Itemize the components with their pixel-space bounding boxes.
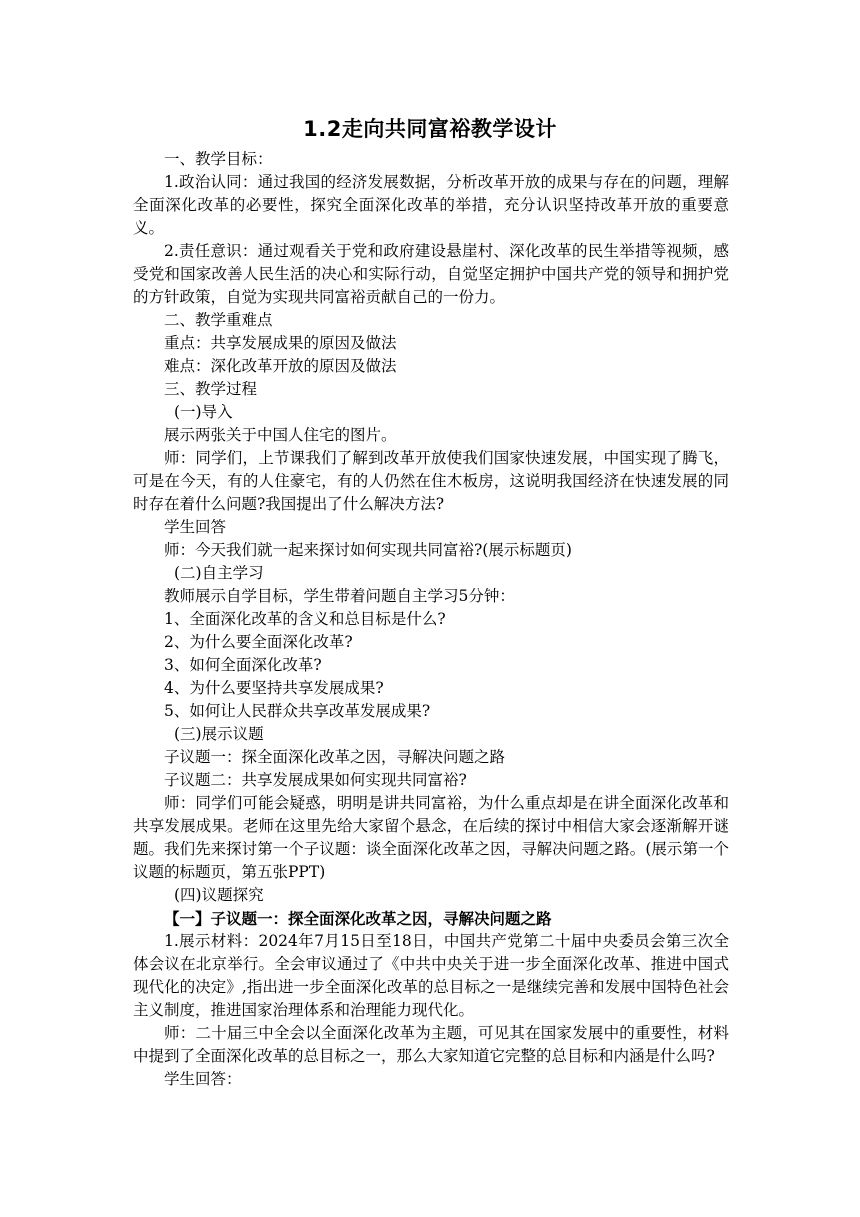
document-body: [133, 148, 729, 1091]
paragraph: 师：二十届三中全会以全面深化改革为主题，可见其在国家发展中的重要性，材料中提到了全面深化改革的总目标之一，那么大家知道它完整的总目标和内涵是什么吗?: [133, 1024, 729, 1065]
section-heading-objectives: 一、教学目标：: [164, 150, 273, 168]
difficult-point: 难点：深化改革开放的原因及做法: [164, 357, 397, 375]
question-item: 5、如何让人民群众共享改革发展成果?: [164, 702, 431, 720]
paragraph: 师：今天我们就一起来探讨如何实现共同富裕?(展示标题页): [164, 541, 572, 559]
paragraph: 师：同学们，上节课我们了解到改革开放使我们国家快速发展，中国实现了腾飞，可是在今天，有的人住豪宅，有的人仍然在住木板房，这说明我国经济在快速发展的同时存在着什么问题?我国提出了什么解决方法?: [133, 449, 729, 513]
question-item: 4、为什么要坚持共享发展成果?: [164, 679, 384, 697]
objective-responsibility: 2.责任意识：通过观看关于党和政府建设悬崖村、深化改革的民生举措等视频，感受党和国家改善人民生活的决心和实际行动，自觉坚定拥护中国共产党的领导和拥护党的方针政策，自觉为实现共同富裕贡献自己的一份力。: [133, 242, 729, 306]
objective-political: 1.政治认同：通过我国的经济发展数据，分析改革开放的成果与存在的问题，理解全面深化改革的必要性，探究全面深化改革的举措，充分认识坚持改革开放的重要意义。: [133, 173, 729, 237]
paragraph: 展示两张关于中国人住宅的图片。: [164, 426, 397, 444]
subsection-inquiry: (四)议题探究: [174, 886, 264, 904]
question-item: 3、如何全面深化改革?: [164, 656, 322, 674]
paragraph: 师：同学们可能会疑惑，明明是讲共同富裕，为什么重点却是在讲全面深化改革和共享发展成果。老师在这里先给大家留个悬念，在后续的探讨中相信大家会逐渐解开谜题。我们先来探讨第一个子议题：谈全面深化改革之因，寻解决问题之路。(展示第一个议题的标题页，第五张PPT): [133, 794, 729, 881]
document-title: 1.2走向共同富裕教学设计: [303, 117, 557, 141]
topic-item: 子议题一：探全面深化改革之因，寻解决问题之路: [164, 748, 506, 766]
subsection-self-study: (二)自主学习: [174, 564, 264, 582]
topic-one-heading: 【一】子议题一：探全面深化改革之因，寻解决问题之路: [164, 909, 552, 928]
paragraph: 教师展示自学目标，学生带着问题自主学习5分钟：: [164, 587, 515, 605]
paragraph: 1.展示材料：2024年7月15日至18日，中国共产党第二十届中央委员会第三次全体会议在北京举行。全会审议通过了《中共中央关于进一步全面深化改革、推进中国式现代化的决定》,指出进一步全面深化改革的总目标之一是继续完善和发展中国特色社会主义制度，推进国家治理体系和治理能力现代化。: [133, 932, 729, 1019]
section-heading-key-points: 二、教学重难点: [164, 311, 273, 329]
question-item: 1、全面深化改革的含义和总目标是什么?: [164, 610, 446, 628]
paragraph: 学生回答：: [164, 1070, 242, 1088]
subsection-intro: (一)导入: [174, 403, 233, 421]
section-heading-process: 三、教学过程: [164, 380, 258, 398]
paragraph: 学生回答: [164, 518, 227, 536]
key-point: 重点：共享发展成果的原因及做法: [164, 334, 397, 352]
question-item: 2、为什么要全面深化改革?: [164, 633, 353, 651]
topic-item: 子议题二：共享发展成果如何实现共同富裕?: [164, 771, 467, 789]
subsection-topics: (三)展示议题: [174, 725, 264, 743]
